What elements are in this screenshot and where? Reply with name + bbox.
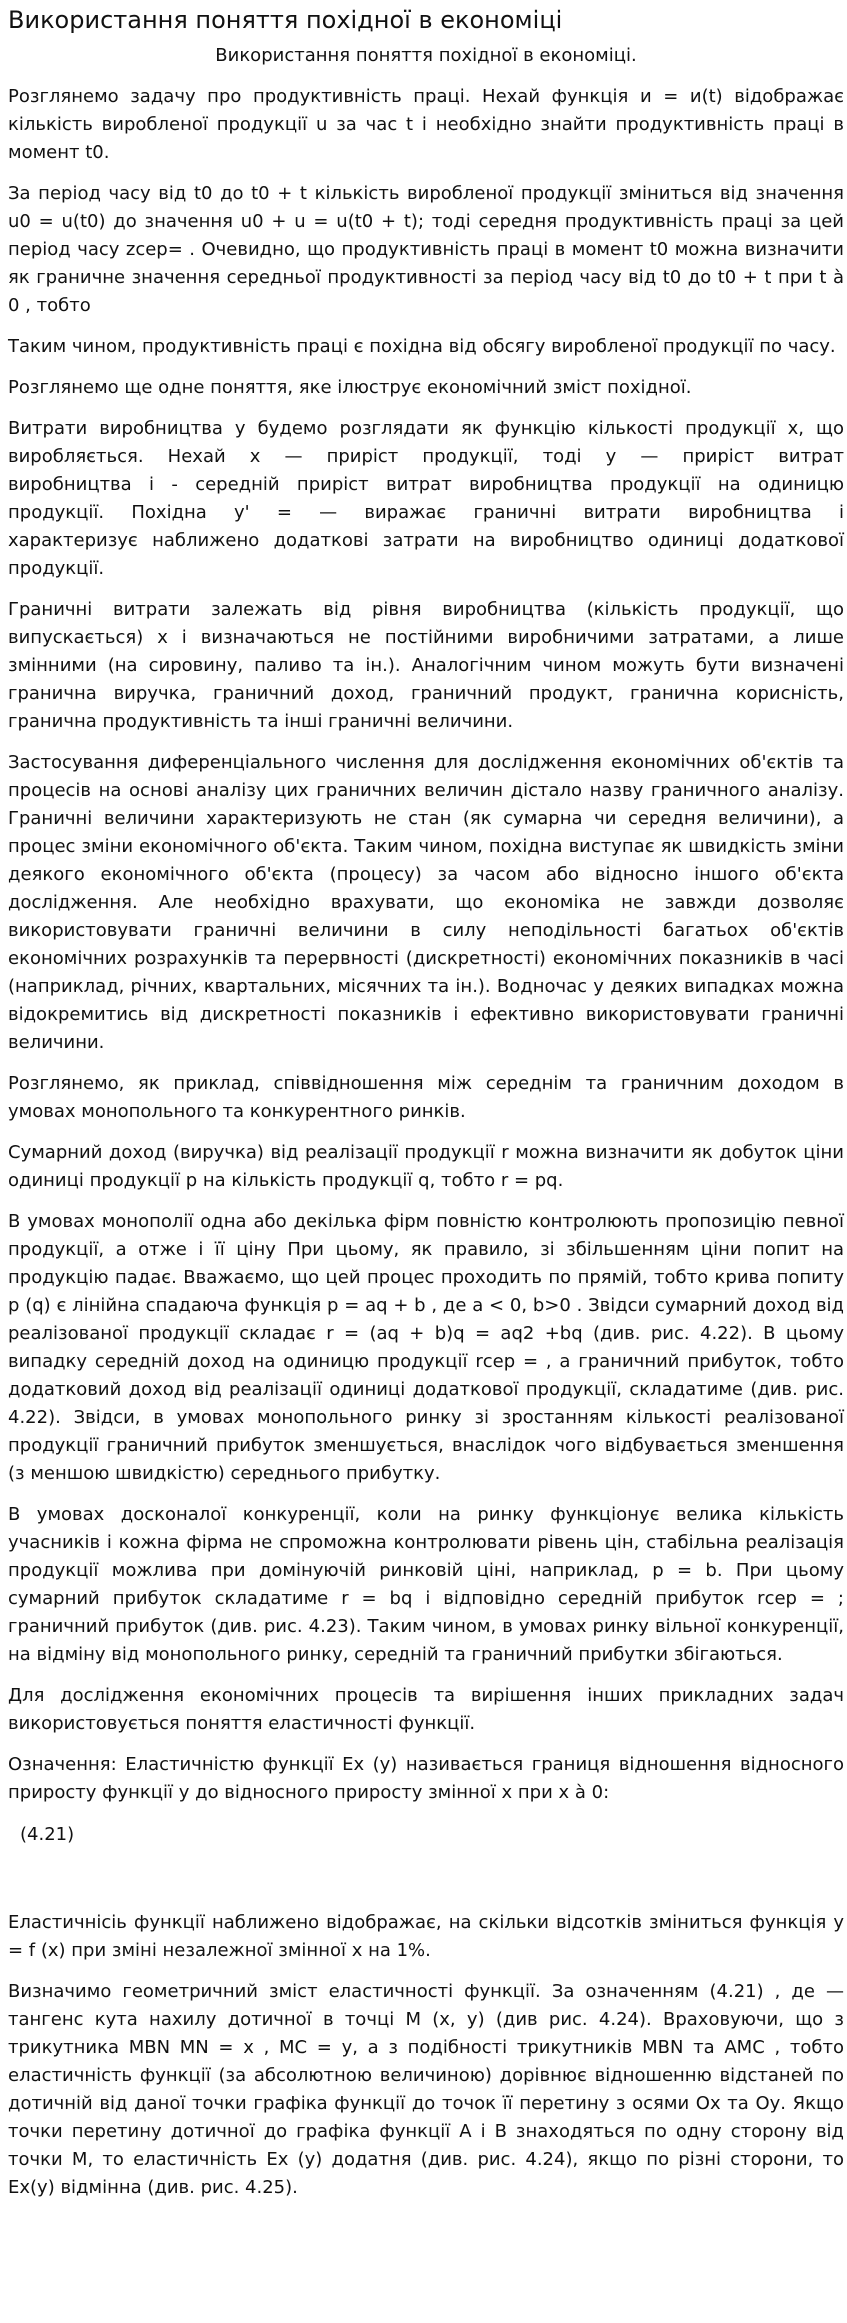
paragraph-elasticity-geometry: Визначимо геометричний зміст еластичності функції. За означенням (4.21) , де — тангенс кута нахилу дотичної в точці М (x, у) (див рис. 4.24). Враховуючи, що з трикутника МВN MN = x , МС = у, а з подібності трикутників МВN та АМС , тобто еластичність функції (за абсолютною величиною) дорівнює відношенню відстаней по дотичній від даної точки графіка функції до точок її перетину з осями Ох та Оу. Якщо точки перетину дотичної до графіка функції А і В знаходяться по одну сторону від точки М, то еластичність Ex (у) додатня (див. рис. 4.24), якщо по різні сторони, то Ex(у) відмінна (див. рис. 4.25). xyxy=(8,1981,844,2198)
paragraph-productivity-conclusion: Таким чином, продуктивність праці є похідна від обсягу виробленої продукції по часу. xyxy=(8,336,836,357)
paragraph-production-costs: Витрати виробництва у будемо розглядати як функцію кількості продукції x, що виробляється. Нехай x — приріст продукції, тоді у — приріст витрат виробництва і - середній приріст витрат виробництва продукції на одиницю продукції. Похідна у' = — виражає граничні витрати виробництва і характеризує наближено додаткові затрати на виробництво одиниці додаткової продукції. xyxy=(8,418,844,579)
paragraph-another-concept: Розглянемо ще одне поняття, яке ілюструє економічний зміст похідної. xyxy=(8,377,692,398)
paragraph-elasticity-intro: Для дослідження економічних процесів та вирішення інших прикладних задач використовується поняття еластичності функції. xyxy=(8,1685,844,1734)
paragraph-productivity-period: За період часу від t0 до t0 + t кількість виробленої продукції зміниться від значення u0 = u(t0) до значення u0 + u = u(t0 + t); тоді середня продуктивність праці за цей період часу zсер= . Очевидно, що продуктивність праці в момент t0 можна визначити як граничне значення середньої продуктивності за період часу від t0 до t0 + t при t à 0 , тобто xyxy=(8,183,844,316)
page-title: Використання поняття похідної в економіці xyxy=(8,6,563,34)
paragraph-elasticity-meaning: Еластичнісіь функції наближено відображає, на скільки відсотків зміниться функція у = f (x) при зміні незалежної змінної x на 1%. xyxy=(8,1912,844,1961)
paragraph-elasticity-definition: Означення: Еластичністю функції Ex (у) називається границя відношення відносного приросту функції у до відносного приросту змінної x при x à 0: xyxy=(8,1754,844,1803)
paragraph-monopoly: В умовах монополії одна або декілька фірм повністю контролюють пропозицію певної продукції, а отже і її ціну При цьому, як правило, зі збільшенням ціни попит на продукцію падає. Вважаємо, що цей процес проходить по прямій, тобто крива попиту p (q) є лінійна спадаюча функція p = aq + b , де a < 0, b>0 . Звідси сумарний доход від реалізованої продукції складає r = (aq + b)q = aq2 +bq (див. рис. 4.22). В цьому випадку середній доход на одиницю продукції rсер = , а граничний прибуток, тобто додатковий доход від реалізації одиниці додаткової продукції, складатиме (див. рис. 4.22). Звідси, в умовах монопольного ринку зі зростанням кількості реалізованої продукції граничний прибуток зменшується, внаслідок чого відбувається зменшення (з меншою швидкістю) середнього прибутку. xyxy=(8,1211,844,1484)
article-body xyxy=(8,83,844,2202)
paragraph-perfect-competition: В умовах досконалої конкуренції, коли на ринку функціонує велика кількість учасників і кожна фірма не спроможна контролювати рівень цін, стабільна реалізація продукції можлива при домінуючій ринковій ціні, наприклад, p = b. При цьому сумарний прибуток складатиме r = bq і відповідно середній прибуток rсер = ; граничний прибуток (див. рис. 4.23). Таким чином, в умовах ринку вільної конкуренції, на відміну від монопольного ринку, середній та граничний прибутки збігаються. xyxy=(8,1504,844,1665)
paragraph-marginal-costs: Граничні витрати залежать від рівня виробництва (кількість продукції, що випускається) x і визначаються не постійними виробничими затратами, а лише змінними (на сировину, паливо та ін.). Аналогічним чином можуть бути визначені гранична виручка, граничний доход, граничний продукт, гранична корисність, гранична продуктивність та інші граничні величини. xyxy=(8,599,844,732)
paragraph-marginal-analysis: Застосування диференціального числення для дослідження економічних об'єктів та процесів на основі аналізу цих граничних величин дістало назву граничного аналізу. Граничні величини характеризують не стан (як сумарна чи середня величини), а процес зміни економічного об'єкта. Таким чином, похідна виступає як швидкість зміни деякого економічного об'єкта (процесу) за часом або відносно іншого об'єкта дослідження. Але необхідно врахувати, що економіка не завжди дозволяє використовувати граничні величини в силу неподільності багатьох об'єктів економічних розрахунків та перервності (дискретності) економічних показників в часі (наприклад, річних, квартальних, місячних та ін.). Водночас у деяких випадках можна відокремитись від дискретності показників і ефективно використовувати граничні величини. xyxy=(8,752,844,1053)
paragraph-total-revenue: Сумарний доход (виручка) від реалізації продукції r можна визначити як добуток ціни одиниці продукції p на кількість продукції q, тобто r = pq. xyxy=(8,1142,844,1191)
paragraph-revenue-example: Розглянемо, як приклад, співвідношення між середнім та граничним доходом в умовах монопольного та конкурентного ринків. xyxy=(8,1073,844,1122)
page-subtitle: Використання поняття похідної в економіці. xyxy=(215,45,637,66)
formula-label: (4.21) xyxy=(20,1824,75,1845)
paragraph-labor-productivity: Розглянемо задачу про продуктивність праці. Нехай функція и = и(t) відображає кількість виробленої продукції u за час t і необхідно знайти продуктивність праці в момент t0. xyxy=(8,86,844,163)
